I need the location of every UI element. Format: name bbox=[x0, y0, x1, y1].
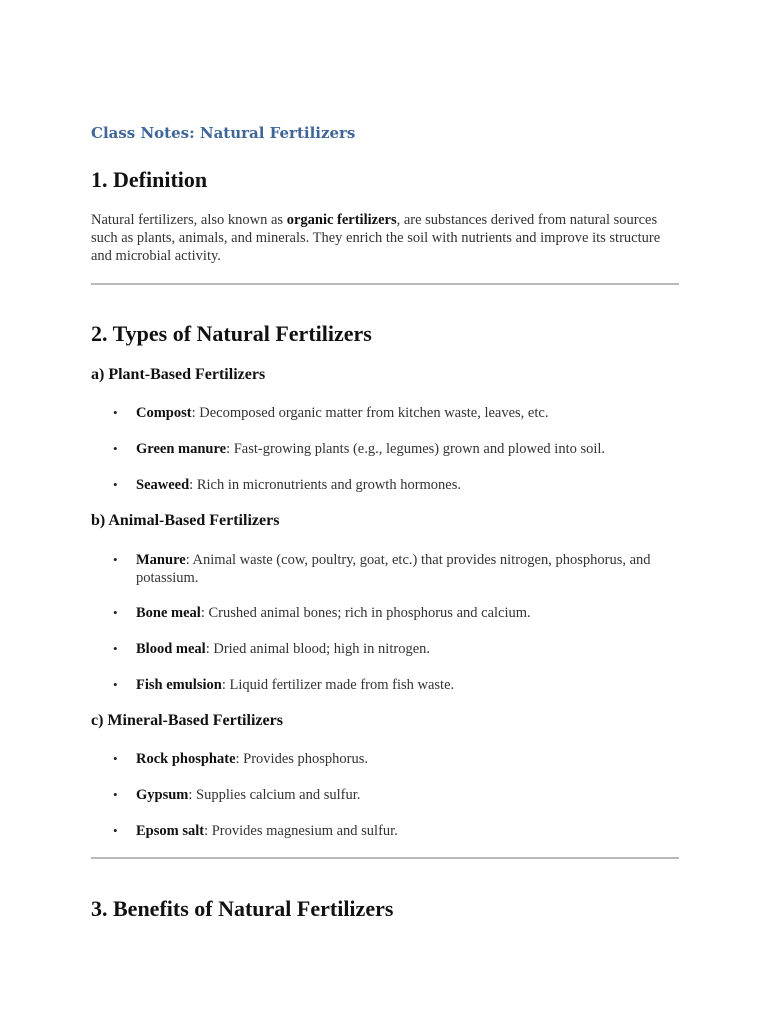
animal-based-heading: b) Animal-Based Fertilizers bbox=[91, 512, 280, 529]
bullet-icon: • bbox=[113, 605, 118, 620]
item-term: Green manure bbox=[136, 441, 227, 457]
bullet-icon: • bbox=[113, 677, 118, 692]
definition-text-before: Natural fertilizers, also known as bbox=[91, 212, 287, 228]
item-description: : Dried animal blood; high in nitrogen. bbox=[205, 641, 430, 657]
item-description: : Supplies calcium and sulfur. bbox=[188, 787, 361, 803]
bullet-icon: • bbox=[113, 823, 118, 838]
item-description: : Provides magnesium and sulfur. bbox=[204, 823, 398, 839]
item-description: : Rich in micronutrients and growth hormones. bbox=[189, 477, 462, 493]
bullet-icon: • bbox=[113, 641, 118, 656]
item-term: Bone meal bbox=[136, 605, 201, 621]
item-description: : Provides phosphorus. bbox=[235, 751, 369, 767]
list-item bbox=[91, 676, 679, 694]
item-term: Gypsum bbox=[136, 787, 189, 803]
plant-based-heading: a) Plant-Based Fertilizers bbox=[91, 366, 266, 383]
mineral-based-heading: c) Mineral-Based Fertilizers bbox=[91, 712, 283, 729]
item-term: Seaweed bbox=[136, 477, 190, 493]
list-item bbox=[91, 551, 679, 587]
bullet-icon: • bbox=[113, 405, 118, 420]
item-term: Epsom salt bbox=[136, 823, 205, 839]
bullet-icon: • bbox=[113, 787, 118, 802]
list-item bbox=[91, 786, 679, 804]
item-description: : Crushed animal bones; rich in phosphorus and calcium. bbox=[200, 605, 531, 621]
item-term: Rock phosphate bbox=[136, 751, 236, 767]
section-divider-1 bbox=[91, 283, 679, 285]
section-divider-2 bbox=[91, 857, 679, 859]
item-term: Fish emulsion bbox=[136, 677, 222, 693]
item-term: Manure bbox=[136, 552, 186, 568]
definition-text-after: , are substances derived from natural sources such as plants, animals, and minerals. They enrich the soil with nutrients and improve its structure and microbial activity. bbox=[91, 212, 661, 264]
list-item bbox=[91, 822, 679, 840]
document-title: Class Notes: Natural Fertilizers bbox=[91, 124, 356, 142]
definition-paragraph bbox=[91, 211, 679, 265]
item-description: : Fast-growing plants (e.g., legumes) grown and plowed into soil. bbox=[226, 441, 606, 457]
definition-heading: 1. Definition bbox=[91, 167, 208, 192]
item-term: Compost bbox=[136, 405, 192, 421]
bullet-icon: • bbox=[113, 441, 118, 456]
benefits-heading: 3. Benefits of Natural Fertilizers bbox=[91, 896, 394, 921]
item-description: : Liquid fertilizer made from fish waste. bbox=[221, 677, 455, 693]
bullet-icon: • bbox=[113, 751, 118, 766]
list-item bbox=[91, 440, 679, 458]
list-item bbox=[91, 476, 679, 494]
types-heading: 2. Types of Natural Fertilizers bbox=[91, 321, 372, 346]
bullet-icon: • bbox=[113, 552, 118, 567]
item-term: Blood meal bbox=[136, 641, 206, 657]
item-description: : Animal waste (cow, poultry, goat, etc.) that provides nitrogen, phosphorus, and potassium. bbox=[136, 552, 651, 586]
list-item bbox=[91, 404, 679, 422]
list-item bbox=[91, 604, 679, 622]
list-item bbox=[91, 640, 679, 658]
definition-bold-term: organic fertilizers bbox=[286, 212, 397, 228]
item-description: : Decomposed organic matter from kitchen waste, leaves, etc. bbox=[191, 405, 549, 421]
list-item bbox=[91, 750, 679, 768]
bullet-icon: • bbox=[113, 477, 118, 492]
